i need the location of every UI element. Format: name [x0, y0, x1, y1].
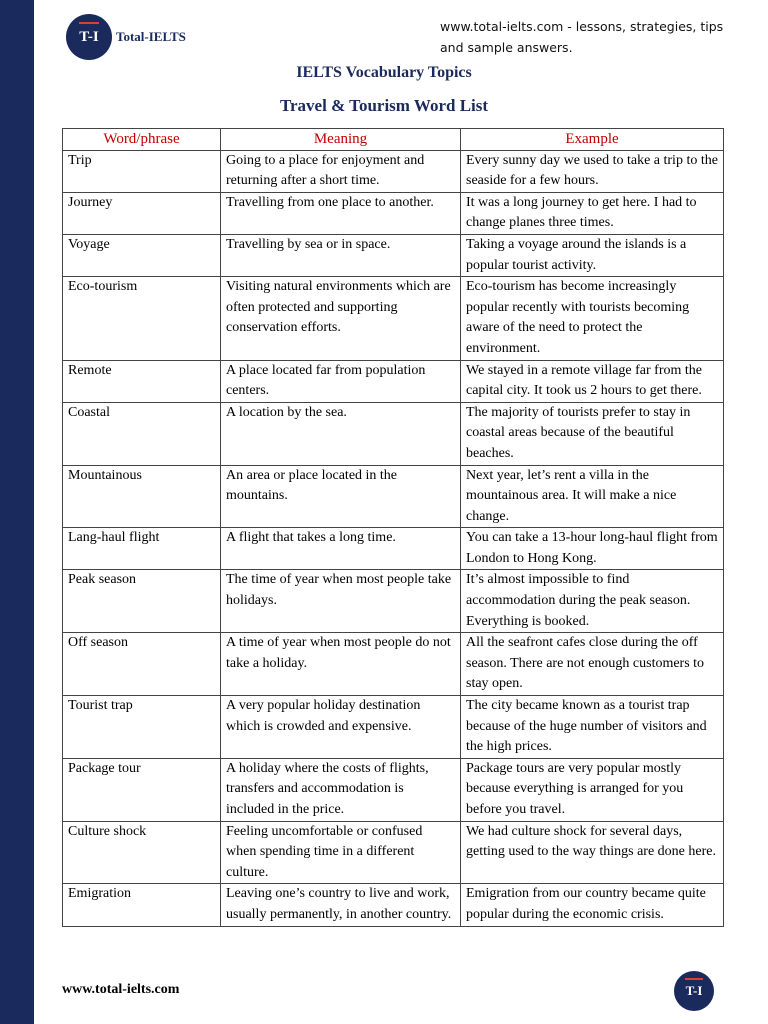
cell-example: The majority of tourists prefer to stay in coastal areas because of the beautiful beaches. [461, 402, 724, 465]
cell-example: It was a long journey to get here. I had to change planes three times. [461, 192, 724, 234]
cell-word: Emigration [63, 884, 221, 926]
cell-word: Lang-haul flight [63, 528, 221, 570]
cell-word: Culture shock [63, 821, 221, 884]
footer-logo-text: T-I [685, 983, 703, 998]
cell-example: It’s almost impossible to find accommodation during the peak season. Everything is booked. [461, 570, 724, 633]
cell-example: All the seafront cafes close during the off season. There are not enough customers to stay open. [461, 633, 724, 696]
cell-meaning: Travelling from one place to another. [221, 192, 461, 234]
cell-example: Taking a voyage around the islands is a popular tourist activity. [461, 234, 724, 276]
logo-mark-text: T-I [79, 28, 99, 45]
footer-logo-accent-line [685, 978, 703, 980]
cell-meaning: A time of year when most people do not take a holiday. [221, 633, 461, 696]
table-row [63, 150, 724, 192]
table-row [63, 402, 724, 465]
page-subtitle-text: Travel & Tourism Word List [279, 96, 489, 115]
cell-example: Eco-tourism has become increasingly popular recently with tourists becoming aware of the need to protect the environment. [461, 277, 724, 360]
page-subtitle [0, 96, 768, 116]
cell-meaning: Travelling by sea or in space. [221, 234, 461, 276]
table-row [63, 821, 724, 884]
cell-word: Remote [63, 360, 221, 402]
table-row [63, 884, 724, 926]
cell-meaning: A flight that takes a long time. [221, 528, 461, 570]
cell-meaning: A very popular holiday destination which is crowded and expensive. [221, 696, 461, 759]
column-header-meaning: Meaning [221, 129, 461, 151]
cell-meaning: Leaving one’s country to live and work, usually permanently, in another country. [221, 884, 461, 926]
cell-example: The city became known as a tourist trap because of the huge number of visitors and the high prices. [461, 696, 724, 759]
page-title [0, 64, 768, 82]
cell-word: Journey [63, 192, 221, 234]
cell-word: Off season [63, 633, 221, 696]
left-accent-bar [0, 0, 34, 1024]
column-header-example: Example [461, 129, 724, 151]
table-row [63, 570, 724, 633]
cell-example: You can take a 13-hour long-haul flight from London to Hong Kong. [461, 528, 724, 570]
cell-meaning: A location by the sea. [221, 402, 461, 465]
table-header-row [63, 129, 724, 151]
cell-example: We stayed in a remote village far from the capital city. It took us 2 hours to get there. [461, 360, 724, 402]
page-title-text: IELTS Vocabulary Topics [296, 64, 472, 81]
table-row [63, 758, 724, 821]
cell-meaning: The time of year when most people take holidays. [221, 570, 461, 633]
table-body [63, 150, 724, 926]
table-row [63, 528, 724, 570]
cell-example: Every sunny day we used to take a trip to the seaside for a few hours. [461, 150, 724, 192]
cell-meaning: Going to a place for enjoyment and returning after a short time. [221, 150, 461, 192]
logo-mark [66, 14, 112, 60]
cell-example: We had culture shock for several days, getting used to the way things are done here. [461, 821, 724, 884]
cell-word: Mountainous [63, 465, 221, 528]
site-tagline: www.total-ielts.com - lessons, strategies, tips and sample answers. [440, 19, 724, 55]
cell-word: Eco-tourism [63, 277, 221, 360]
brand-logo[interactable] [66, 14, 186, 60]
column-header-word: Word/phrase [63, 129, 221, 151]
table-row [63, 234, 724, 276]
cell-meaning: Visiting natural environments which are often protected and supporting conservation efforts. [221, 277, 461, 360]
cell-word: Package tour [63, 758, 221, 821]
cell-meaning: Feeling uncomfortable or confused when spending time in a different culture. [221, 821, 461, 884]
table-row [63, 696, 724, 759]
cell-example: Emigration from our country became quite popular during the economic crisis. [461, 884, 724, 926]
logo-accent-line [79, 22, 99, 24]
logo-text: Total-IELTS [116, 29, 186, 44]
cell-meaning: An area or place located in the mountains. [221, 465, 461, 528]
table-row [63, 465, 724, 528]
cell-example: Package tours are very popular mostly because everything is arranged for you before you travel. [461, 758, 724, 821]
table-row [63, 360, 724, 402]
cell-example: Next year, let’s rent a villa in the mountainous area. It will make a nice change. [461, 465, 724, 528]
cell-word: Peak season [63, 570, 221, 633]
table-row [63, 192, 724, 234]
table-row [63, 277, 724, 360]
cell-meaning: A holiday where the costs of flights, transfers and accommodation is included in the price. [221, 758, 461, 821]
vocabulary-table [62, 128, 724, 927]
cell-meaning: A place located far from population centers. [221, 360, 461, 402]
footer-url[interactable]: www.total-ielts.com [62, 982, 180, 997]
cell-word: Voyage [63, 234, 221, 276]
cell-word: Trip [63, 150, 221, 192]
footer-logo [674, 971, 714, 1011]
cell-word: Tourist trap [63, 696, 221, 759]
cell-word: Coastal [63, 402, 221, 465]
table-row [63, 633, 724, 696]
